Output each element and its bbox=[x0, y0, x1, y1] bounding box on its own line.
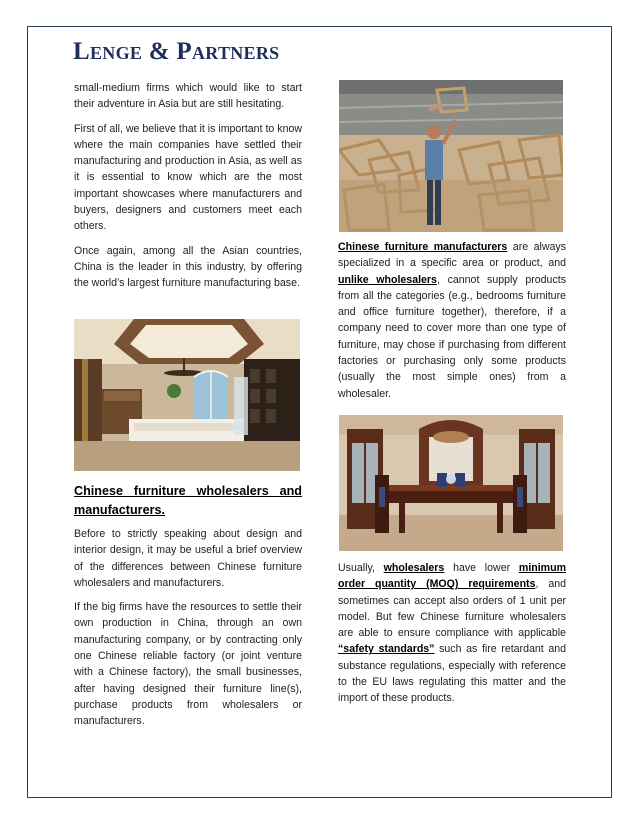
term-manufacturers: Chinese furniture manufacturers bbox=[338, 241, 508, 253]
paragraph-manufacturers: Chinese furniture manufacturers are always specialized in a specific area or product, and unlike wholesalers, cannot supply products from all the categories (e.g., bedrooms furniture and office furniture together), therefore, if a company need to cover more than one type of furniture, may chose if purchasing from different factories or purchasing only some products (usually the most simple ones) from a wholesaler. bbox=[338, 241, 566, 400]
dining-room-photo bbox=[339, 415, 563, 551]
left-column-top bbox=[74, 80, 302, 300]
term-safety-standards: “safety standards” bbox=[338, 643, 435, 656]
paragraph-wholesalers: Usually, wholesalers have lower minimum order quantity (MOQ) requirements, and sometimes can accept also orders of 1 unit per model. But few Chinese furniture wholesalers are able to ensure compliance with applicable “safety standards” such as fire retardant and substance regulations, especially with reference to the EU laws regulating this matter and the import of these products. bbox=[338, 562, 566, 705]
left-column-bottom bbox=[74, 482, 302, 738]
factory-worker-photo bbox=[339, 80, 563, 232]
term-wholesalers: wholesalers bbox=[383, 562, 445, 574]
paragraph-china-leader: Once again, among all the Asian countries, China is the leader in this industry, by offering the world’s largest furniture manufacturing base. bbox=[74, 244, 302, 290]
paragraph-know-companies: First of all, we believe that it is important to know where the main companies have settled their manufacturing and production in Asia, as well as it is essential to know which are the most important showcases where manufacturers and buyers, designers and customers meet each others. bbox=[74, 122, 302, 233]
term-moq: minimum order quantity (MOQ) requirements bbox=[338, 562, 566, 591]
right-column-bottom bbox=[338, 560, 566, 715]
right-column-top bbox=[338, 239, 566, 410]
paragraph-intro: small-medium firms which would like to start their adventure in Asia but are still hesitating. bbox=[74, 82, 302, 111]
paragraph-overview: Before to strictly speaking about design and interior design, it may be useful a brief overview of the differences between Chinese furniture wholesalers and manufacturers. bbox=[74, 528, 302, 589]
brand-title: Lenge & Partners bbox=[73, 38, 280, 65]
paragraph-big-firms: If the big firms have the resources to settle their own production in China, through an own manufacturing company, or by contracting only one Chinese reliable factory (or joint venture with a Chinese factory), the small businesses, after having designed their furniture line(s), purchase products from wholesalers or manufacturers. bbox=[74, 601, 302, 728]
term-unlike-wholesalers: unlike wholesalers bbox=[338, 273, 437, 286]
bathroom-interior-photo bbox=[74, 319, 300, 471]
section-heading: Chinese furniture wholesalers and manufacturers. bbox=[74, 484, 302, 517]
